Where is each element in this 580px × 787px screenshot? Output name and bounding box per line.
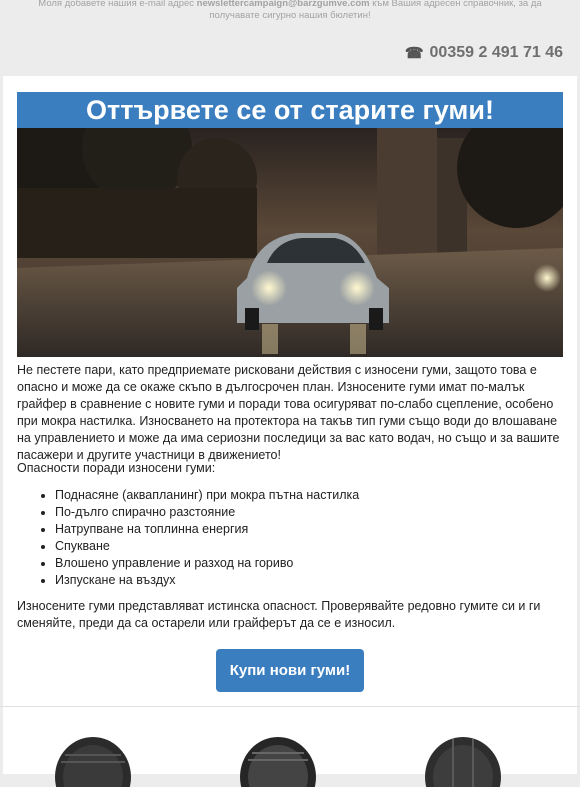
- list-item: • Натрупване на топлинна енергия: [55, 521, 539, 538]
- preheader-text-before: Моля добавете нашия e-mail адрес: [38, 0, 197, 9]
- page-title: Оттървете се от старите гуми!: [17, 92, 563, 128]
- list-item: • Поднасяне (аквапланинг) при мокра пътна настилка: [55, 487, 539, 504]
- tire-image-2[interactable]: [238, 727, 318, 787]
- dangers-list: [39, 487, 539, 589]
- intro-paragraph: Не пестете пари, като предприемате рисковани действия с износени гуми, защото това е опасно и може да се окаже скъпо в дългосрочен план. Износените гуми имат по-малък грайфер в сравнение с новите гуми и поради това осигуряват по-слабо сцепление, особено при мокра настилка. Износването на протектора на такъв тип гуми също води до влошаване на управлението и може да има сериозни последици за вас като водач, но също и за вашите пасажери и другите участници в движението!: [17, 363, 560, 462]
- tire-products-row: [3, 707, 577, 774]
- hero-image: [17, 128, 563, 357]
- preheader: [0, 0, 580, 74]
- phone-contact[interactable]: [405, 44, 563, 62]
- phone-number[interactable]: 00359 2 491 71 46: [429, 44, 563, 61]
- list-item: • Влошено управление и разход на гориво: [55, 555, 539, 572]
- list-item: • Изпускане на въздух: [55, 572, 539, 589]
- tire-image-3[interactable]: [423, 727, 503, 787]
- list-item: • По-дълго спирачно разстояние: [55, 504, 539, 521]
- list-item: • Спукване: [55, 538, 539, 555]
- email-card: [3, 76, 577, 706]
- buy-new-tires-button[interactable]: Купи нови гуми!: [216, 649, 364, 692]
- phone-icon: ☎: [404, 45, 424, 62]
- preheader-text-after: към Вашия адресен справочник, за да получавате сигурно нашия бюлетин!: [209, 0, 542, 21]
- newsletter-email[interactable]: newslettercampaign@barzgumve.com: [196, 0, 370, 9]
- hero-photo: [17, 128, 563, 357]
- closing-paragraph: Износените гуми представляват истинска опасност. Проверявайте редовно гумите си и ги сменяйте, преди да са остарели или грайферът да се е износил.: [17, 599, 541, 630]
- preheader-text: [20, 0, 560, 22]
- tire-image-1[interactable]: [53, 727, 133, 787]
- dangers-heading: Опасности поради износени гуми:: [17, 461, 216, 475]
